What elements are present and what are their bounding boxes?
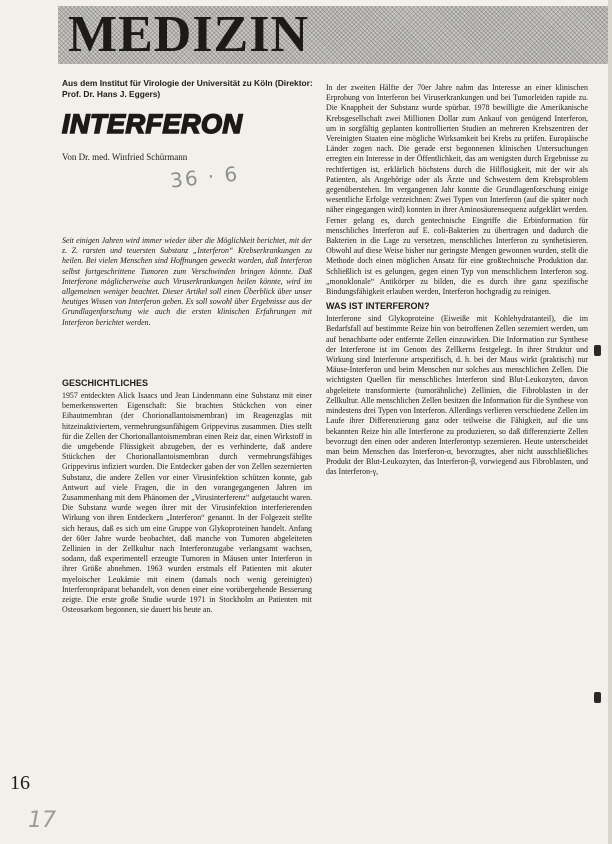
article-header [62, 78, 314, 162]
handwritten-page-number: 17 [28, 808, 56, 833]
right-column [326, 83, 588, 478]
left-column [62, 378, 312, 615]
article-title: INTERFERON [62, 109, 243, 139]
right-text-1: In der zweiten Hälfte der 70er Jahre nahm das Interesse an einer klinischen Erprobung von Interferon bei Viruserkrankungen und bei Tumorleiden rapide zu. Die Knappheit der Substanz wurde spürbar. 1978 bewilligte die Amerikanische Krebsgesellschaft zwei Millionen Dollar zum Ankauf von genügend Interferon, um in sorgfältig geplanten kontrollierten Studien an mehreren Krebszentren der Vereinigten Staaten eine mögliche Wirksamkeit bei Krebs zu prüfen. Europäische Länder zogen nach. Die gerade erst begonnenen klinischen Untersuchungen erregten ein Interesse in der Öffentlichkeit, das am wenigsten durch Ergebnisse zu rechtfertigen ist, erklärlich höchstens durch die Hilflosigkeit, mit der wir als Patienten, als Angehörige oder als Ärzte und Schwestern dem Krebsproblem gegenüberstehen. Im vergangenen Jahr konnte die Grundlagenforschung einige wesentliche Erfolge verzeichnen: Zwei Typen von Interferon (auf die später noch näher eingegangen wird) konnten in ihrer Aminosäurensequenz aufgeklärt werden. Ferner gelang es, durch gentechnische Eingriffe die Erbinformation für menschliches Interferon auf E. coli-Bakterien zu übertragen und dadurch die Bakterien in die Lage zu versetzen, menschliches Interferon zu synthetisieren. Obwohl auf diese Weise bisher nur geringste Mengen gewonnen wurden, stellt die Methode doch einen möglichen Ansatz für eine großtechnische Produktion dar. Schließlich ist es gelungen, gegen einen Typ von menschlichem Interferon sog. „monoklonale“ Antikörper zu bilden, die es durch ihre ganz spezifische Bindungsfähigkeit erlauben werden, Interferon hochgradig zu reinigen. [326, 83, 588, 297]
handwritten-note: 36 · 6 [168, 161, 241, 193]
binding-hole-mark [594, 692, 601, 703]
history-text: 1957 entdeckten Alick Isaacs und Jean Lindenmann eine Substanz mit einer bemerkenswerten Eigenschaft: Sie brachten Stückchen von einer Eihautmembran (der Chorionallantoismembran) im Reagenzglas mit hitzeinaktiviertem, vermehrungsunfähigem Grippevirus zusammen. Dies stellt für die Zellen der Chorionallantoismembran einen Reiz dar, einen Wirkstoff in die umgebende Flüssigkeit abzugeben, der es verhinderte, daß andere Stückchen der Chorionallantoismembran durch vermehrungsfähiges Grippevirus infiziert wurden. Die Entdecker gaben der von Zellen sezernierten Substanz, die andere Zellen vor einer Virusinfektion schützen konnte, gab Antwort auf viele Fragen, die in den vorangegangenen Jahren im Zusammenhang mit dem Phänomen der „Virusinterferenz“ aufgetaucht waren. Die Substanz wurde wegen ihrer mit der Virusinfektion interferierenden Wirkung von ihren Entdeckern „Interferon“ genannt. In der Folgezeit stellte sich heraus, daß es sich um eine Gruppe von Glykoproteinen handelt. Anfang der 60er Jahre wurde beobachtet, daß manche von Tumoren abgeleiteten Zellinien in der Zellkultur nach Interferonzugabe verlangsamt wachsen, sodann, daß experimentell erzeugte Tumoren in Mäusen unter Interferon in ihrer Größe abnehmen. 1963 wurden erstmals elf Patienten mit akuter myeloischer Leukämie mit einem (damals noch wenig gereinigten) Interferonpräparat behandelt, von denen einer eine vorübergehende Besserung zeigte. Die erste große Studie wurde 1971 in Stockholm an Patienten mit Osteosarkom begonnen, sie dauert bis heute an. [62, 391, 312, 615]
binding-hole-mark [594, 345, 601, 356]
institute-line: Aus dem Institut für Virologie der Universität zu Köln (Direktor: Prof. Dr. Hans J. Eggers) [62, 78, 313, 99]
lead-paragraph: Seit einigen Jahren wird immer wieder über die Möglichkeit berichtet, mit der z. Z. rarsten und teuersten Substanz „Interferon“ Krebserkrankungen zu heilen. Bei vielen Menschen sind Hoffnungen geweckt worden, daß Interferon selbst fortgeschrittene Tumoren zum Verschwinden bringen könnte. Daß Interferone möglicherweise auch Viruserkrankungen heilen könnte, wird im allgemeinen weniger beachtet. Dieser Artikel soll einen Überblick über unser heutiges Wissen von Interferon geben. Es soll sowohl über Ergebnisse aus der Grundlagenforschung wie auch die ersten klinischen Erfahrungen mit Interferon berichtet werden. [62, 236, 312, 327]
page-edge [608, 0, 612, 844]
section-banner [58, 6, 608, 64]
section-heading-what-is: WAS IST INTERFERON? [326, 301, 430, 312]
section-heading-history: GESCHICHTLICHES [62, 378, 149, 388]
right-text-2: Interferone sind Glykoproteine (Eiweiße mit Kohlehydratanteil), die im Bedarfsfall auf bestimmte Reize hin von betroffenen Zellen sezerniert werden, um auf benachbarte oder entfernte Zellen einzuwirken. Die Information zur Synthese der Interferone ist im Genom des Zellkerns festgelegt. In ihrer Struktur und Wirkung sind Interferone artspezifisch, d. h. bei der Maus wirkt (praktisch) nur Mäuse-Interferon und beim Menschen nur solches aus menschlichen Zellen. Die wichtigsten Quellen für menschliches Interferon sind Blut-Leukozyten, davon abgeleitete transformierte (tumorähnliche) Zellinien, die Fibroblasten in der Zellkultur. Alle menschlichen Zellen besitzen die Information für die Synthese von mindestens drei Typen von Interferon. Allerdings verlieren verschiedene Zellen im Laufe ihrer Differenzierung ganz oder teilweise die Fähigkeit, auf die uns bekannten Reize hin alle Interferone zu produzieren, so daß differenzierte Zellen bevorzugt den einen oder anderen Interferontyp sezernieren. Heute unterscheidet man beim Menschen das Interferon-α, bevorzugtes, aber nicht ausschließliches Produkt der Blut-Leukozyten, das Interferon-β, vorwiegend aus Fibroblasten, und das Interferon-γ, [326, 314, 588, 477]
page-number: 16 [10, 772, 30, 794]
section-title: MEDIZIN [68, 6, 310, 63]
author-line: Von Dr. med. Winfried Schürmann [62, 152, 188, 162]
